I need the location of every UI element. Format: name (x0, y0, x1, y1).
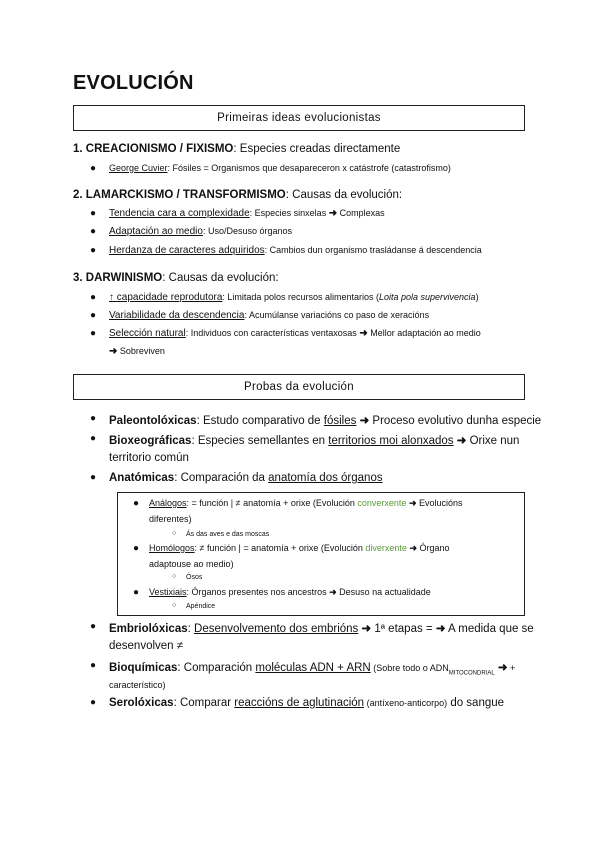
list-item-vestixiais: ● Vestixiais: Órganos presentes nos ancestros ➜ Desuso na actualidade (133, 587, 431, 598)
bullet-icon: ● (90, 310, 97, 321)
list-item-analogos-cont: diferentes) (149, 514, 192, 524)
arrow-icon: ➜ (359, 415, 370, 427)
list-item-herdanza: ● Herdanza de caracteres adquiridos: Cambios dun organismo trasládanse á descendencia (90, 245, 482, 256)
sub-item-apendice: ○ Apéndice (172, 602, 216, 610)
sub-item-osos: ○ Ósos (172, 573, 203, 581)
bullet-icon: ● (90, 697, 97, 708)
section-box-probas: Probas da evolución (73, 374, 525, 400)
bullet-icon: ● (90, 163, 97, 174)
heading-darwinismo: 3. DARWINISMO: Causas da evolución: (73, 272, 279, 284)
list-item-embrioloxicas: ● Embriolóxicas: Desenvolvemento dos embrións ➜ 1ª etapas = ➜ A medida que se (90, 621, 534, 635)
list-item-paleontoloxicas: ● Paleontolóxicas: Estudo comparativo de fósiles ➜ Proceso evolutivo dunha especie (90, 413, 542, 427)
arrow-icon: ➜ (409, 543, 417, 553)
list-item-analogos: ● Análogos: = función | ≠ anatomía + orixe (Evolución converxente ➜ Evolucións (133, 498, 463, 509)
bullet-icon: ● (90, 472, 97, 483)
list-item-seleccion: ● Selección natural: Individuos con características ventaxosas ➜ Mellor adaptación ao medio (90, 328, 481, 339)
bullet-icon: ● (90, 208, 97, 219)
circle-bullet-icon: ○ (172, 530, 177, 537)
heading-lamarckismo: 2. LAMARCKISMO / TRANSFORMISMO: Causas da evolución: (73, 189, 403, 201)
bullet-icon: ● (90, 226, 97, 237)
list-item-embrioloxicas-cont: desenvolven ≠ (109, 640, 184, 652)
arrow-icon: ➜ (328, 208, 338, 219)
list-item-bioquimicas: ● Bioquímicas: Comparación moléculas ADN + ARN (Sobre todo o $ADN_{MITOCONDRIAL}$ ➜ + (90, 660, 516, 677)
arrow-icon: ➜ (435, 623, 446, 635)
bullet-icon: ● (90, 433, 97, 444)
list-item-anatomicas: ● Anatómicas: Comparación da anatomía dos órganos (90, 472, 383, 484)
list-item-bioquimicas-cont: característico) (109, 680, 166, 690)
list-item-bioxeograficas-cont: territorio común (109, 452, 189, 464)
circle-bullet-icon: ○ (172, 602, 177, 609)
list-item-bioxeograficas: ● Bioxeográficas: Especies semellantes en territorios moi alonxados ➜ Orixe nun (90, 433, 520, 447)
bullet-icon: ● (90, 328, 97, 339)
arrow-icon: ➜ (408, 498, 417, 508)
bullet-icon: ● (90, 621, 97, 632)
list-item-variabilidade: ● Variabilidade da descendencia: Acumúlanse variacións co paso de xeracións (90, 310, 430, 321)
arrow-icon: ➜ (329, 587, 337, 597)
bullet-icon: ● (133, 498, 140, 509)
sub-item-as-aves: ○ Ás das aves e das moscas (172, 530, 270, 538)
bullet-icon: ● (90, 292, 97, 303)
arrow-icon: ➜ (109, 346, 118, 357)
bullet-icon: ● (133, 543, 140, 554)
section-box-primeiras-ideas: Primeiras ideas evolucionistas (73, 105, 525, 131)
list-item-capacidade: ● ↑ capacidade reprodutora: Limitada polos recursos alimentarios (Loita pola supervivencia) (90, 292, 479, 303)
list-item-cuvier: ● George Cuvier: Fósiles = Organismos que desapareceron x catástrofe (catastrofismo) (90, 163, 451, 174)
list-item-adaptacion: ● Adaptación ao medio: Uso/Desuso órganos (90, 226, 293, 237)
arrow-icon: ➜ (456, 435, 467, 447)
page-title: EVOLUCIÓN (73, 72, 194, 94)
bullet-icon: ● (90, 413, 97, 424)
circle-bullet-icon: ○ (172, 573, 177, 580)
list-item-homologos: ● Homólogos: ≠ función | = anatomía + orixe (Evolución diverxente ➜ Órgano (133, 543, 450, 554)
list-item-seroloxicas: ● Serolóxicas: Comparar reaccións de aglutinación (antíxeno-anticorpo) do sangue (90, 697, 505, 709)
arrow-icon: ➜ (359, 328, 368, 339)
list-item-seleccion-cont: ➜ Sobreviven (109, 346, 165, 357)
list-item-tendencia: ● Tendencia cara a complexidade: Especies sinxelas ➜ Complexas (90, 208, 385, 219)
bullet-icon: ● (90, 245, 97, 256)
heading-creacionismo: 1. CREACIONISMO / FIXISMO: Especies creadas directamente (73, 143, 401, 155)
bullet-icon: ● (133, 587, 140, 598)
arrow-icon: ➜ (361, 623, 372, 635)
list-item-homologos-cont: adaptouse ao medio) (149, 559, 234, 569)
arrow-icon: ➜ (497, 662, 508, 674)
bullet-icon: ● (90, 660, 97, 671)
